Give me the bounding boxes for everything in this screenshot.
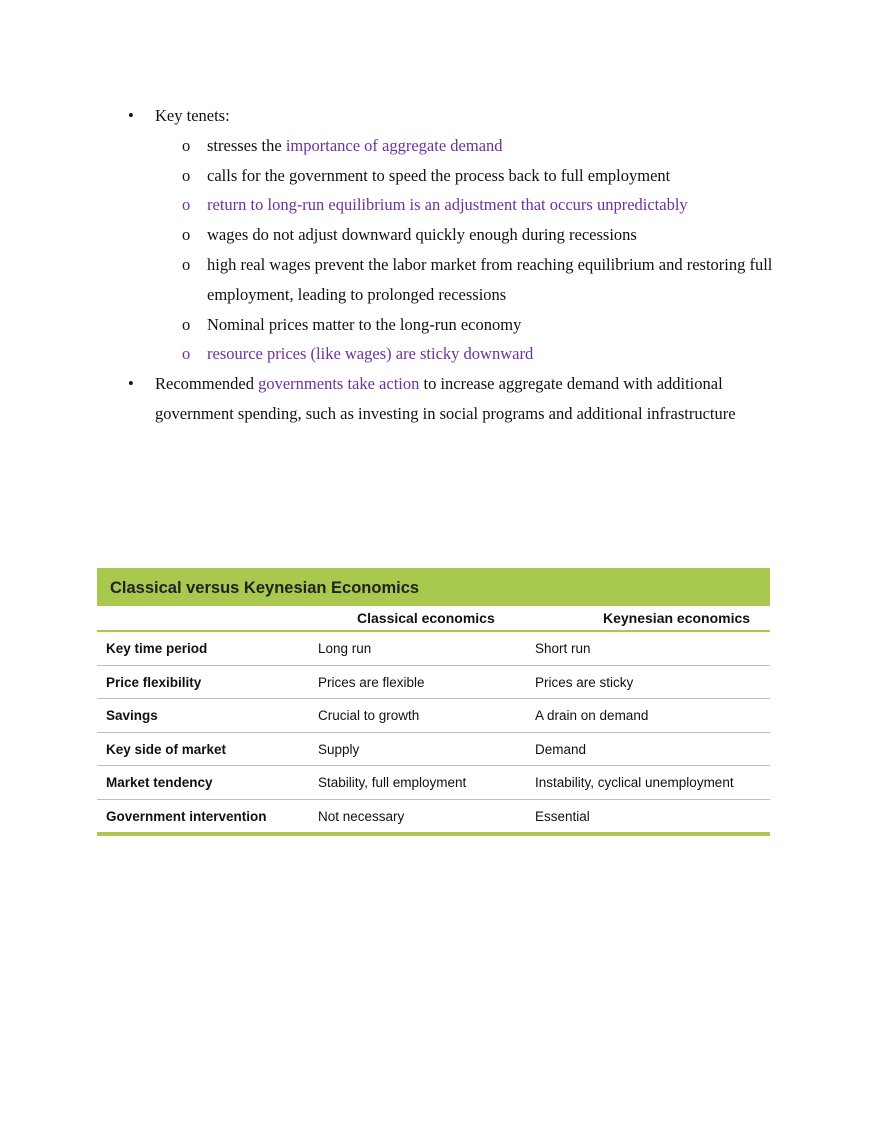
row-label: Price flexibility — [106, 674, 202, 690]
bullet-recommended — [128, 369, 788, 429]
table-row — [97, 766, 770, 800]
cell-classical: Stability, full employment — [318, 775, 467, 790]
circle-bullet-icon: o — [182, 254, 191, 274]
table-row — [97, 800, 770, 836]
table-title: Classical versus Keynesian Economics — [97, 568, 770, 606]
circle-bullet-icon: o — [182, 165, 191, 185]
table-row — [97, 699, 770, 733]
cell-classical: Supply — [318, 741, 360, 757]
cell-keynesian: A drain on demand — [535, 708, 649, 723]
bullet-list — [128, 101, 788, 429]
tenet-item — [128, 310, 788, 340]
table-row — [97, 733, 770, 767]
row-label: Government intervention — [106, 808, 267, 824]
circle-bullet-icon: o — [182, 225, 191, 245]
cell-classical: Long run — [318, 641, 372, 656]
tenet-highlight: resource prices (like wages) are sticky downward — [207, 344, 534, 364]
cell-keynesian: Instability, cyclical unemployment — [535, 775, 734, 790]
table-header-row — [97, 606, 770, 632]
circle-bullet-icon: o — [182, 344, 191, 364]
comparison-table — [97, 568, 770, 836]
recommended-highlight: governments take action — [258, 374, 420, 394]
row-label: Key side of market — [106, 741, 227, 757]
cell-classical: Not necessary — [318, 808, 405, 824]
tenets-sublist — [128, 131, 788, 369]
circle-bullet-icon: o — [182, 135, 191, 155]
cell-classical: Prices are flexible — [318, 674, 425, 690]
cell-keynesian: Short run — [535, 641, 591, 656]
tenet-text: stresses the — [207, 135, 286, 155]
circle-bullet-icon: o — [182, 195, 191, 215]
tenet-text: calls for the government to speed the process back to full employment — [207, 165, 671, 185]
tenet-text: Nominal prices matter to the long-run economy — [207, 314, 522, 334]
key-tenets-label: Key tenets: — [155, 106, 230, 125]
row-label: Key time period — [106, 641, 208, 656]
row-label: Savings — [106, 708, 158, 723]
bullet-key-tenets — [128, 101, 788, 131]
tenet-item — [128, 220, 788, 250]
table-row — [97, 632, 770, 666]
bullet-dot-icon: • — [128, 106, 134, 125]
tenet-item — [128, 161, 788, 191]
header-keynesian: Keynesian economics — [603, 610, 751, 626]
cell-keynesian: Demand — [535, 741, 587, 757]
table-row — [97, 666, 770, 700]
row-label: Market tendency — [106, 775, 213, 790]
tenet-item — [128, 131, 788, 161]
tenet-highlight: return to long-run equilibrium is an adjustment that occurs unpredictably — [207, 195, 688, 215]
tenet-item — [128, 190, 788, 220]
tenet-item — [128, 339, 788, 369]
recommended-text-rest: to increase aggregate demand with additional government spending, such as investing in social programs and additional infrastructure — [155, 374, 736, 423]
cell-keynesian: Essential — [535, 808, 590, 824]
header-classical: Classical economics — [357, 610, 495, 626]
recommended-text: Recommended — [155, 374, 259, 394]
tenet-item — [128, 250, 788, 310]
tenet-text: wages do not adjust downward quickly enough during recessions — [207, 225, 637, 245]
circle-bullet-icon: o — [182, 314, 191, 334]
tenet-text: high real wages prevent the labor market from reaching equilibrium and restoring full employment, leading to prolonged recessions — [207, 254, 773, 304]
tenet-highlight: importance of aggregate demand — [285, 135, 503, 155]
cell-keynesian: Prices are sticky — [535, 674, 634, 690]
bullet-dot-icon: • — [128, 374, 134, 394]
cell-classical: Crucial to growth — [318, 708, 420, 723]
